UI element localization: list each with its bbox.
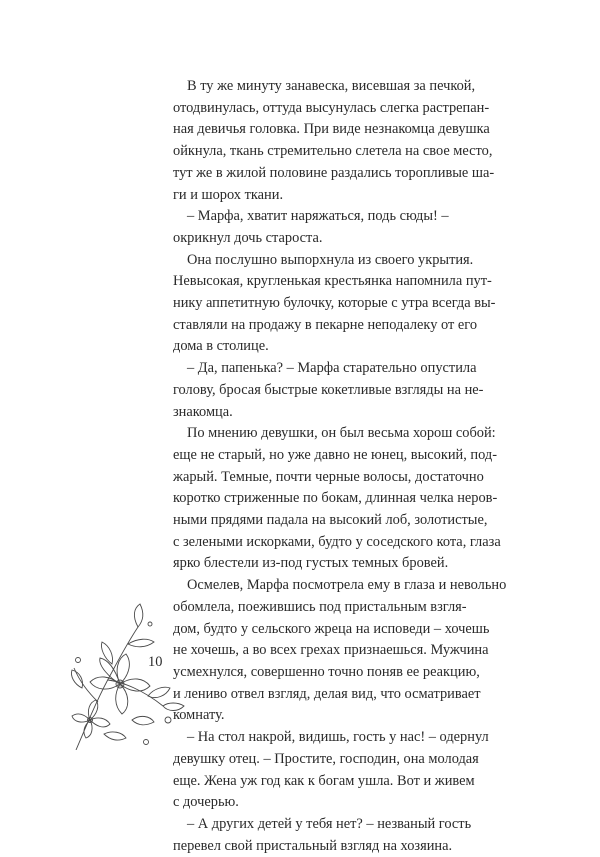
body-text (173, 76, 507, 857)
text-line: В ту же минуту занавеска, висевшая за печкой, (187, 78, 476, 94)
text-line: и лениво отвел взгляд, делая вид, что осматривает (173, 685, 481, 702)
text-line: знакомца. (173, 403, 233, 420)
text-line: усмехнулся, совершенно точно поняв ее реакцию, (173, 663, 480, 680)
text-line: ойкнула, ткань стремительно слетела на свое место, (173, 143, 493, 160)
text-line: перевел свой пристальный взгляд на хозяина. (173, 837, 453, 854)
text-line: еще не старый, но уже давно не юнец, высокий, под- (173, 446, 498, 463)
text-line: обомлела, поежившись под пристальным взгля- (173, 598, 467, 615)
text-line: – Марфа, хватит наряжаться, подь сюды! – (187, 208, 449, 225)
text-line: комнату. (173, 707, 225, 724)
paragraph (173, 814, 486, 857)
text-line: – Да, папенька? – Марфа старательно опустила (187, 360, 477, 377)
text-line: ставляли на продажу в пекарне неподалеку от его (173, 316, 478, 333)
text-line: ная девичья головка. При виде незнакомца девушка (173, 121, 490, 138)
text-line: ными прядями падала на высокий лоб, золотистые, (173, 512, 488, 529)
text-line: ярко блестели из-под густых темных бровей. (173, 555, 449, 572)
paragraph (173, 206, 486, 249)
paragraph (173, 575, 507, 727)
text-line: тут же в жилой половине раздались торопливые ша- (173, 164, 495, 181)
text-line: еще. Жена уж год как к богам ушла. Вот и живем (173, 772, 475, 789)
text-line: девушку отец. – Простите, господин, она молодая (173, 750, 479, 767)
text-line: жарый. Темные, почти черные волосы, достаточно (173, 468, 484, 485)
page-number: 10 (148, 654, 163, 670)
text-line: – А других детей у тебя нет? – незваный гость (187, 815, 472, 832)
text-line: коротко стриженные по бокам, длинная челка неров- (173, 490, 498, 507)
text-line: голову, бросая быстрые кокетливые взгляды на не- (173, 381, 484, 398)
text-line: Осмелев, Марфа посмотрела ему в глаза и невольно (187, 577, 507, 594)
paragraph (173, 250, 496, 359)
text-line: – На стол накрой, видишь, гость у нас! – одернул (187, 729, 489, 746)
text-line: Она послушно выпорхнула из своего укрытия. (187, 251, 474, 268)
paragraph (173, 727, 489, 814)
paragraph (173, 76, 495, 206)
text-line: с дочерью. (173, 794, 239, 811)
text-line: дом, будто у сельского жреца на исповеди – хочешь (173, 620, 490, 637)
text-line: По мнению девушки, он был весьма хорош собой: (187, 425, 496, 442)
text-line: нику аппетитную булочку, которые с утра всегда вы- (173, 295, 496, 312)
text-line: Невысокая, кругленькая крестьянка напомнила пут- (173, 273, 492, 290)
text-line: не хочешь, а во всех грехах признаешься. Мужчина (173, 642, 489, 659)
text-line: отодвинулась, оттуда высунулась слегка растрепан- (173, 99, 490, 116)
paragraph (173, 423, 501, 575)
text-line: ги и шорох ткани. (173, 186, 284, 203)
text-line: с зелеными искорками, будто у соседского кота, глаза (173, 533, 501, 550)
text-line: окрикнул дочь староста. (173, 229, 323, 246)
text-line: дома в столице. (173, 338, 269, 355)
floral-corner-ornament-icon (68, 602, 188, 750)
paragraph (173, 358, 486, 423)
